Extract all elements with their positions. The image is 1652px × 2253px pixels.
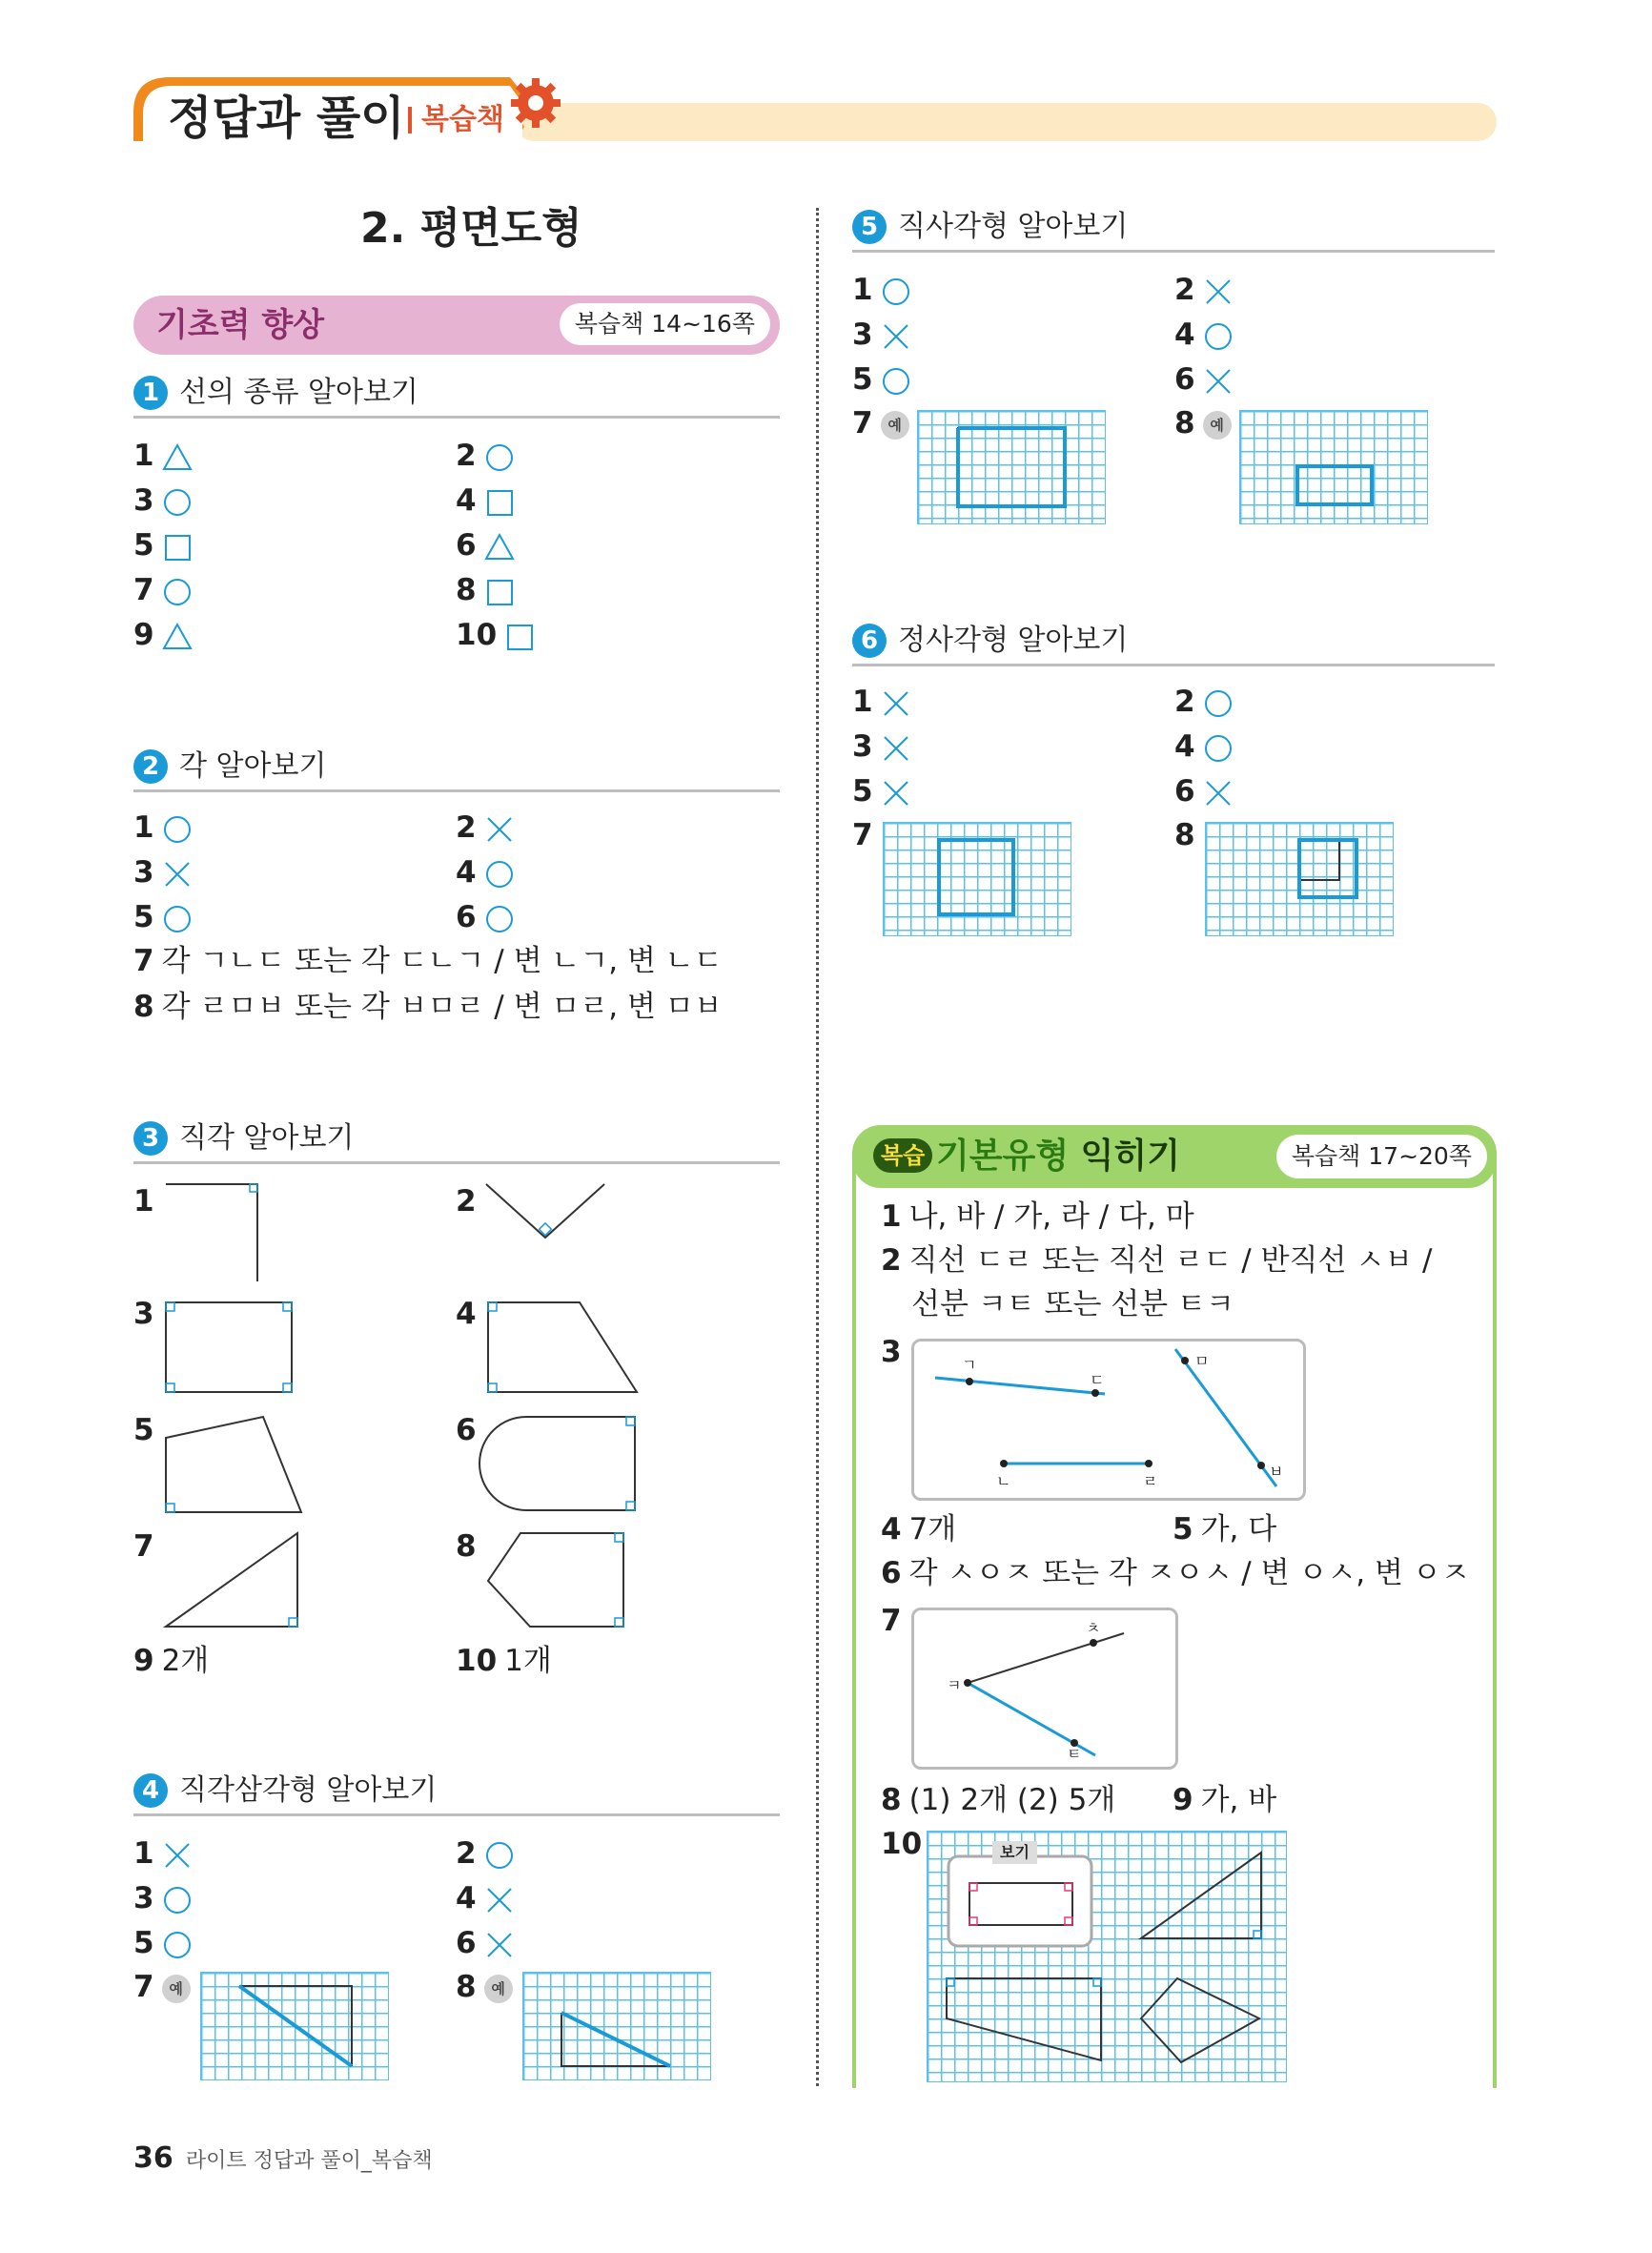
circle-mark-icon [162,900,193,934]
triangle-mark-icon [162,439,193,473]
answer-number: 6 [456,528,477,563]
basic-skill-banner [133,296,780,355]
answer-item [456,437,515,475]
page-number: 36 [133,2141,173,2175]
answer-number: 2 [456,1836,477,1871]
grid-drawing [1205,822,1394,936]
answer-number: 5 [852,774,873,809]
answer-item [133,853,193,891]
cross-mark-icon [162,1836,193,1871]
point-label: ㅋ [947,1676,962,1694]
section-number: 6 [852,624,887,658]
basic-type-banner [852,1125,1497,1188]
banner-ref: 복습책 14~16쪽 [560,303,770,345]
section-6-header [852,622,1495,666]
answer-number: 1 [133,810,154,845]
section-number: 2 [133,749,168,784]
right-angle-figures [133,1171,820,1657]
circle-mark-icon [162,573,193,607]
answer-item [456,853,515,891]
answer-item [1174,772,1234,810]
answer-item [852,772,911,810]
cross-mark-icon [1203,273,1234,307]
answer-number: 5 [133,1413,154,1447]
answer-number: 8 [456,573,477,607]
cross-mark-icon [484,810,515,845]
answer-number: 3 [852,729,873,764]
answer-number: 7 [852,406,873,440]
section-3-header [133,1119,780,1164]
point-label: ㅌ [1067,1745,1082,1763]
answer-item [133,1968,191,2006]
answer-number: 9 [133,618,154,652]
answer-item [1174,683,1234,721]
section-5-header [852,208,1495,253]
banner-label-b: 익히기 [1080,1137,1180,1176]
answer-number: 6 [456,1926,477,1960]
answer-number: 4 [456,855,477,890]
answer-number: 5 [133,1926,154,1960]
point-label: ㅁ [1194,1352,1210,1370]
answer-number: 8 [456,1529,477,1564]
answer-item: 8 (1) 2개 (2) 5개 [881,1783,1116,1817]
square-mark-icon [162,528,193,563]
grid-drawing [522,1972,711,2080]
answer-item [133,571,193,609]
section-4-header [133,1772,780,1816]
answer-item [133,616,193,654]
answer-item [133,1879,193,1917]
section-title: 직각삼각형 알아보기 [179,1773,438,1807]
section-title: 직각 알아보기 [179,1121,355,1155]
section-1-header [133,374,780,419]
answer-number: 4 [456,1297,477,1331]
section-number: 4 [133,1773,168,1808]
answer-item: 1 나, 바 / 가, 라 / 다, 마 [881,1199,1194,1234]
answer-number: 1 [133,1836,154,1871]
answer-item [1174,727,1234,766]
square-mark-icon [504,618,535,652]
answer-item [133,809,193,847]
answer-item [852,316,911,354]
chapter-title: 2. 평면도형 [360,204,582,253]
answer-text: 1개 [504,1644,552,1678]
circle-mark-icon [162,1926,193,1960]
point-label: ㄷ [1090,1371,1105,1389]
cross-mark-icon [162,855,193,890]
section-title: 정사각형 알아보기 [898,624,1129,657]
answer-number: 5 [133,528,154,563]
section-number: 5 [852,210,887,244]
gear-icon [511,78,561,128]
answer-item [456,1834,515,1873]
answer-number: 3 [133,483,154,518]
cross-mark-icon [1203,362,1234,397]
answer-number: 6 [456,900,477,934]
answer-number: 3 [133,1881,154,1915]
answer-number: 1 [133,439,154,473]
answer-number: 3 [852,317,873,352]
answer-number: 5 [133,900,154,934]
answer-item [456,898,515,936]
answer-item: 9 가, 바 [1173,1783,1277,1817]
answer-item [456,809,515,847]
example-label: 보기 [992,1841,1037,1864]
answer-item [133,481,193,520]
answer-item: 2 직선 ㄷㄹ 또는 직선 ㄹㄷ / 반직선 ㅅㅂ / [881,1243,1433,1278]
banner-label [936,1136,1180,1178]
answer-number: 2 [456,1184,477,1219]
circle-mark-icon [162,483,193,518]
circle-mark-icon [881,273,911,307]
circle-mark-icon [484,855,515,890]
answer-item [1174,316,1234,354]
answer-item [133,1924,193,1962]
circle-mark-icon [1203,729,1234,764]
answer-number: 7 [881,1604,902,1638]
answer-number: 7 [852,818,873,852]
answer-number: 6 [1174,362,1195,397]
answer-item [133,526,193,564]
answer-number: 3 [881,1335,902,1369]
answer-item [852,271,911,309]
answer-number: 4 [456,1881,477,1915]
column-divider [816,208,819,2086]
answer-item [852,404,909,442]
q7-figure-box [911,1608,1178,1770]
answer-number: 2 [1174,685,1195,719]
point-label: ㄴ [996,1472,1011,1490]
footer-text: 라이트 정답과 풀이_복습책 [185,2149,433,2173]
answer-item [852,360,911,399]
triangle-mark-icon [484,528,515,563]
answer-number: 4 [1174,317,1195,352]
header-divider [408,107,412,133]
answer-number: 1 [133,1184,154,1219]
circle-mark-icon [484,439,515,473]
point-label: ㅂ [1269,1463,1284,1481]
answer-number: 8 [1174,406,1195,440]
banner-label: 기초력 향상 [156,306,325,344]
circle-mark-icon [162,810,193,845]
circle-mark-icon [881,362,911,397]
answer-item [456,571,515,609]
answer-number: 6 [456,1413,477,1447]
point-label: ㅊ [1086,1619,1101,1637]
answer-item [852,683,911,721]
triangle-mark-icon [162,618,193,652]
section-title: 직사각형 알아보기 [898,210,1129,243]
section-number: 1 [133,376,168,410]
circle-mark-icon [1203,317,1234,352]
grid-drawing [883,822,1071,936]
grid-drawing [927,1831,1287,2082]
banner-ref: 복습책 17~20쪽 [1276,1135,1487,1178]
answer-number: 7 [133,944,154,978]
answer-number: 1 [852,273,873,307]
grid-drawing [200,1972,389,2080]
cross-mark-icon [881,685,911,719]
circle-mark-icon [162,1881,193,1915]
answer-number: 6 [1174,774,1195,809]
answer-number: 2 [456,439,477,473]
answer-number: 10 [456,1644,498,1678]
grid-drawing [917,410,1106,524]
answer-item [456,1924,515,1962]
answer-number: 3 [133,855,154,890]
answer-item [133,942,723,980]
answer-number: 4 [1174,729,1195,764]
answer-text: 각 ㄹㅁㅂ 또는 각 ㅂㅁㄹ / 변 ㅁㄹ, 변 ㅁㅂ [161,990,723,1024]
banner-label-a: 기본유형 [936,1137,1070,1176]
section-2-header [133,748,780,792]
circle-mark-icon [484,900,515,934]
example-badge: 예 [1203,411,1232,440]
answer-number: 2 [1174,273,1195,307]
answer-item [1174,404,1232,442]
answer-item [133,988,723,1026]
answer-number: 2 [456,810,477,845]
answer-number: 10 [881,1827,923,1861]
answer-number: 8 [456,1970,477,2004]
answer-item [852,727,911,766]
answer-item [133,898,193,936]
point-label: ㄱ [962,1356,977,1374]
answer-number: 7 [133,1529,154,1564]
answer-number: 9 [133,1644,154,1678]
answer-item [456,481,515,520]
example-badge: 예 [484,1975,513,2003]
section-title: 각 알아보기 [179,749,327,783]
header-bar [133,74,1501,145]
answer-item: 4 7개 [881,1512,957,1546]
answer-number: 7 [133,1970,154,2004]
answer-item [1174,360,1234,399]
cross-mark-icon [484,1926,515,1960]
q3-figure-box [911,1339,1306,1501]
answer-item [133,1834,193,1873]
answer-number: 3 [133,1297,154,1331]
cross-mark-icon [881,729,911,764]
example-badge: 예 [881,411,909,440]
answer-text: 각 ㄱㄴㄷ 또는 각 ㄷㄴㄱ / 변 ㄴㄱ, 변 ㄴㄷ [161,944,723,978]
answer-number: 10 [456,618,498,652]
section-title: 선의 종류 알아보기 [179,376,418,409]
circle-mark-icon [484,1836,515,1871]
answer-number: 1 [852,685,873,719]
answer-item [456,526,515,564]
answer-number: 8 [1174,818,1195,852]
answer-item: 5 가, 다 [1173,1512,1277,1546]
cross-mark-icon [881,317,911,352]
answer-item [1174,271,1234,309]
review-badge: 복습 [873,1138,932,1173]
answer-number: 8 [133,990,154,1024]
square-mark-icon [484,483,515,518]
answer-item [456,1968,513,2006]
section-number: 3 [133,1121,168,1156]
point-label: ㄹ [1143,1472,1158,1490]
grid-drawing [1239,410,1428,524]
footer [133,2141,433,2175]
answer-item [133,437,193,475]
square-mark-icon [484,573,515,607]
example-badge: 예 [162,1975,191,2003]
answer-item: 6 각 ㅅㅇㅈ 또는 각 ㅈㅇㅅ / 변 ㅇㅅ, 변 ㅇㅈ [881,1556,1470,1590]
circle-mark-icon [1203,685,1234,719]
answer-text: 2개 [161,1644,210,1678]
answer-number: 4 [456,483,477,518]
header-title: 정답과 풀이 [168,92,405,145]
answer-item-continuation: 선분 ㅋㅌ 또는 선분 ㅌㅋ [911,1287,1234,1321]
header-subtitle: 복습책 [421,103,504,136]
cross-mark-icon [1203,774,1234,809]
cross-mark-icon [881,774,911,809]
answer-number: 7 [133,573,154,607]
answer-number: 5 [852,362,873,397]
cross-mark-icon [484,1881,515,1915]
answer-item [456,1879,515,1917]
answer-item [456,616,535,654]
